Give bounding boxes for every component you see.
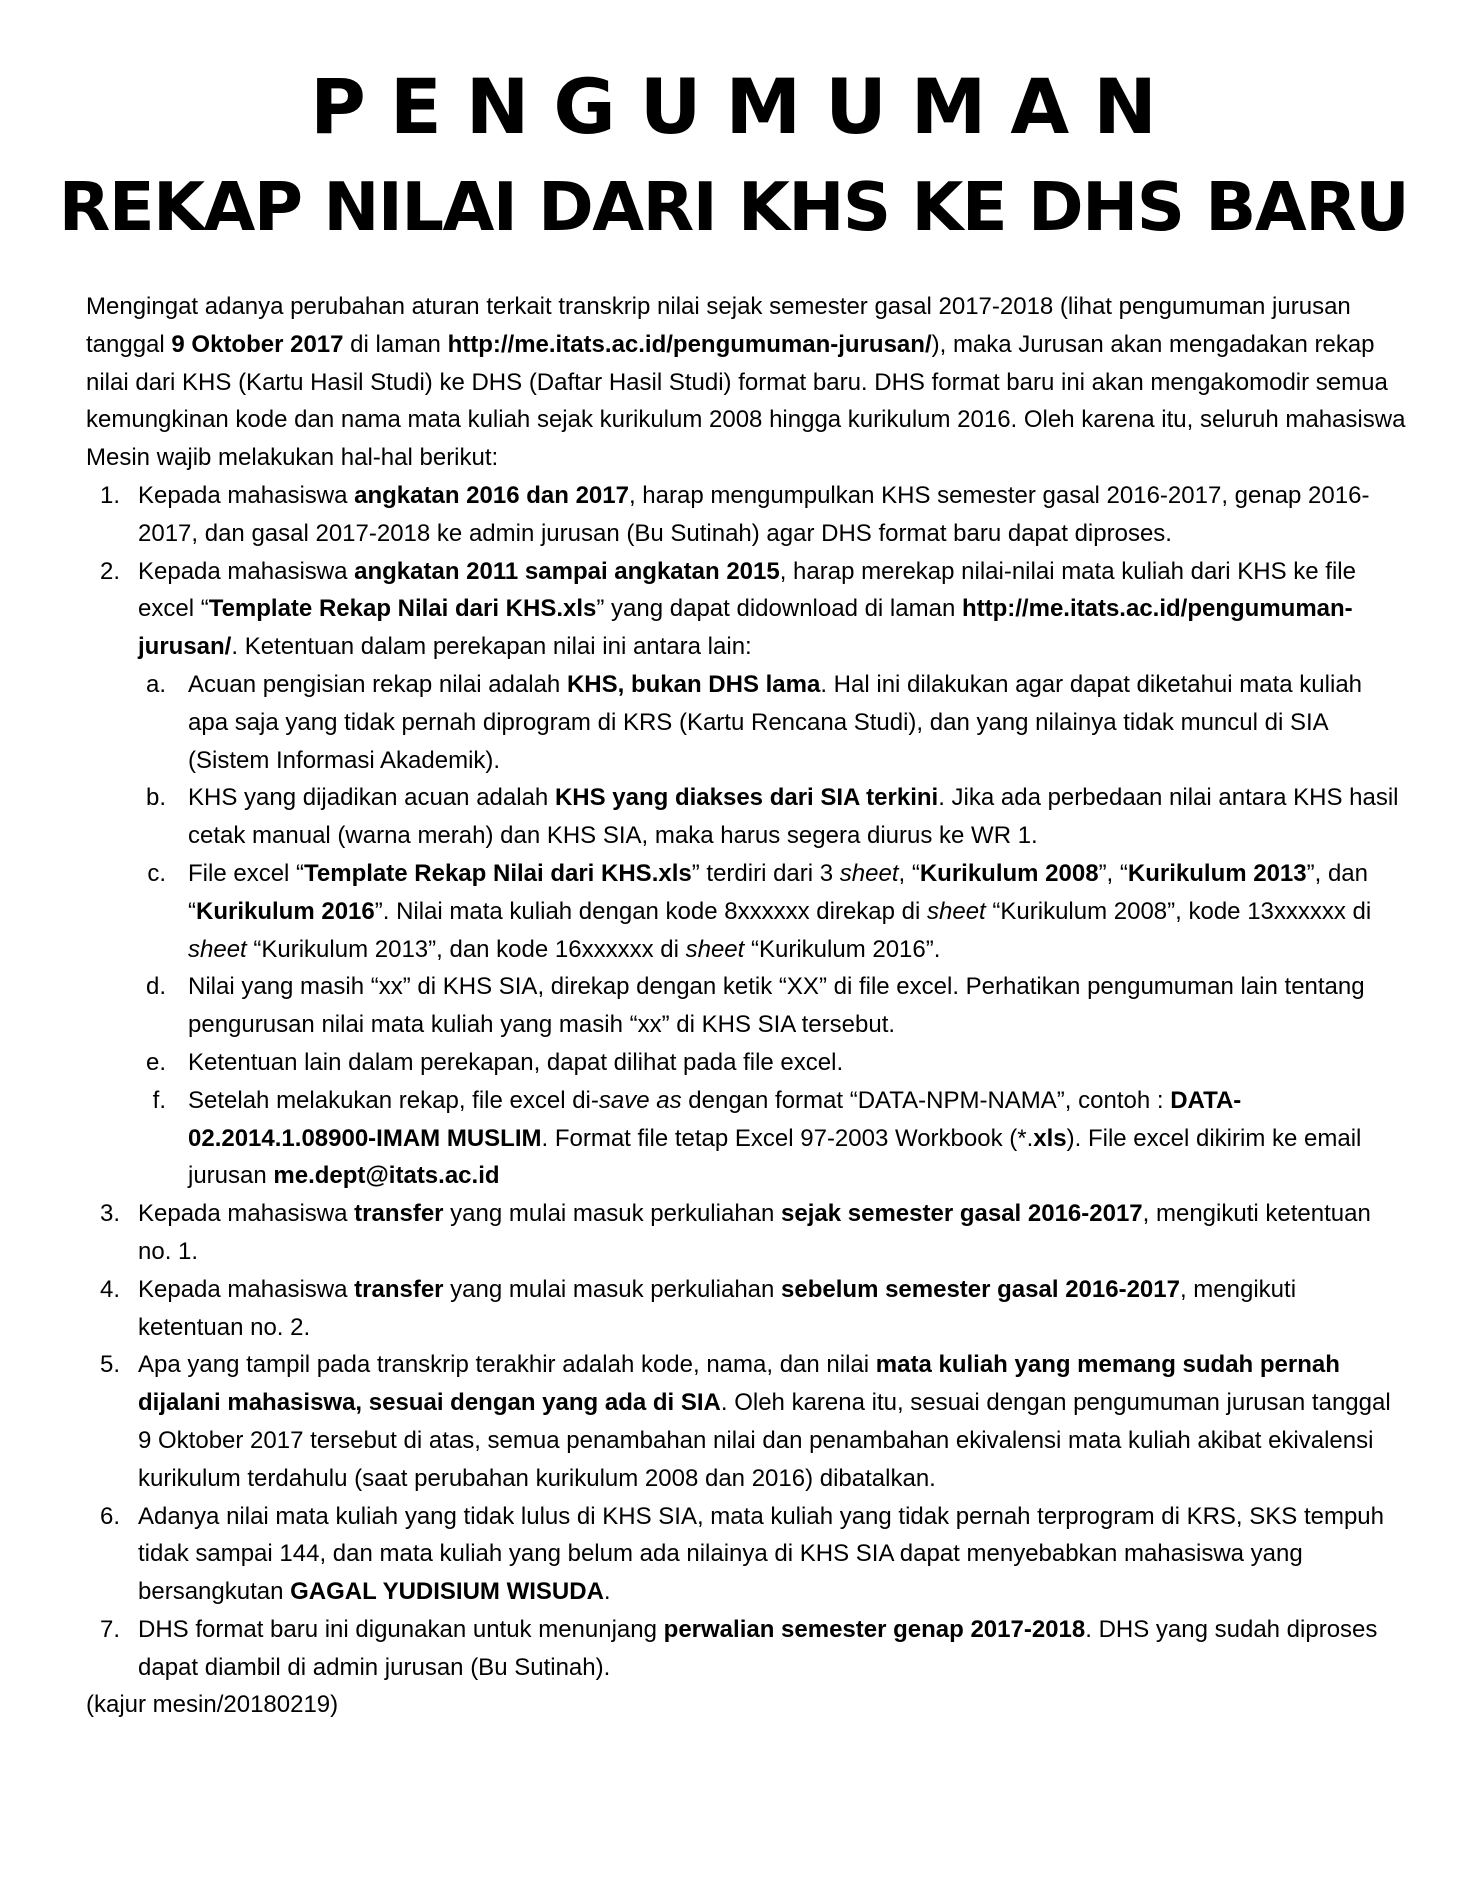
link-pengumuman-2: http://me.itats.ac.id/pengumuman-jurusan/ [138, 595, 1353, 661]
sub-item-a: a. Acuan pengisian rekap nilai adalah KHS, bukan DHS lama. Hal ini dilakukan agar dapat diketahui mata kuliah apa saja yang tidak pernah diprogram di KRS (Kartu Rencana Studi), dan yang nilainya tidak muncul di SIA (Sistem Informasi Akademik). [145, 670, 1363, 774]
list-item-4: 4. Kepada mahasiswa transfer yang mulai masuk perkuliahan sebelum semester gasal 2016-2017, mengikuti ketentuan no. 2. [99, 1275, 1297, 1341]
intro-paragraph: Mengingat adanya perubahan aturan terkait transkrip nilai sejak semester gasal 2017-2018 (lihat pengumuman jurusan tanggal 9 Oktober 2017 di laman http://me.itats.ac.id/pengumuman-jurusan/), maka Jurusan akan mengadakan rekap nilai dari KHS (Kartu Hasil Studi) ke DHS (Daftar Hasil Studi) format baru. DHS format baru ini akan mengakomodir semua kemungkinan kode dan nama mata kuliah sejak kurikulum 2008 hingga kurikulum 2016. Oleh karena itu, seluruh mahasiswa Mesin wajib melakukan hal-hal berikut: [86, 293, 1406, 472]
list-item-6: 6. Adanya nilai mata kuliah yang tidak lulus di KHS SIA, mata kuliah yang tidak pernah terprogram di KRS, SKS tempuh tidak sampai 144, dan mata kuliah yang belum ada nilainya di KHS SIA dapat menyebabkan mahasiswa yang bersangkutan GAGAL YUDISIUM WISUDA. [99, 1502, 1384, 1606]
announcement-heading: PENGUMUMAN [310, 62, 1181, 151]
announcement-body [86, 288, 1406, 1724]
link-pengumuman: http://me.itats.ac.id/pengumuman-jurusan/ [447, 330, 932, 358]
sub-item-c: c. File excel “Template Rekap Nilai dari KHS.xls” terdiri dari 3 sheet, “Kurikulum 2008”, “Kurikulum 2013”, dan “Kurikulum 2016”. Nilai mata kuliah dengan kode 8xxxxxx direkap di sheet “Kurikulum 2008”, kode 13xxxxxx di sheet “Kurikulum 2013”, dan kode 16xxxxxx di sheet “Kurikulum 2016”. [147, 859, 1372, 963]
email-address: me.dept@itats.ac.id [273, 1162, 500, 1190]
sub-item-f: f. Setelah melakukan rekap, file excel di-save as dengan format “DATA-NPM-NAMA”, contoh : DATA-02.2014.1.08900-IMAM MUSLIM. Format file tetap Excel 97-2003 Workbook (*.xls). File excel dikirim ke email jurusan me.dept@itats.ac.id [152, 1086, 1362, 1190]
signature-footer: (kajur mesin/20180219) [86, 1691, 339, 1719]
list-item-5: 5. Apa yang tampil pada transkrip terakhir adalah kode, nama, dan nilai mata kuliah yang memang sudah pernah dijalani mahasiswa, sesuai dengan yang ada di SIA. Oleh karena itu, sesuai dengan pengumuman jurusan tanggal 9 Oktober 2017 tersebut di atas, semua penambahan nilai dan penambahan ekivalensi mata kuliah akibat ekivalensi kurikulum terdahulu (saat perubahan kurikulum 2008 dan 2016) dibatalkan. [99, 1351, 1391, 1492]
sub-item-b: b. KHS yang dijadikan acuan adalah KHS yang diakses dari SIA terkini. Jika ada perbedaan nilai antara KHS hasil cetak manual (warna merah) dan KHS SIA, maka harus segera diurus ke WR 1. [145, 784, 1399, 850]
sub-item-d: d. Nilai yang masih “xx” di KHS SIA, direkap dengan ketik “XX” di file excel. Perhatikan pengumuman lain tentang pengurusan nilai mata kuliah yang masih “xx” di KHS SIA tersebut. [145, 973, 1365, 1039]
announcement-title: REKAP NILAI DARI KHS KE DHS BARU [58, 168, 1409, 246]
list-item-1: 1. Kepada mahasiswa angkatan 2016 dan 2017, harap mengumpulkan KHS semester gasal 2016-2017, genap 2016-2017, dan gasal 2017-2018 ke admin jurusan (Bu Sutinah) agar DHS format baru dapat diproses. [99, 481, 1370, 547]
list-item-3: 3. Kepada mahasiswa transfer yang mulai masuk perkuliahan sejak semester gasal 2016-2017, mengikuti ketentuan no. 1. [99, 1200, 1371, 1265]
list-item-7: 7. DHS format baru ini digunakan untuk menunjang perwalian semester genap 2017-2018. DHS yang sudah diproses dapat diambil di admin jurusan (Bu Sutinah). [99, 1615, 1378, 1681]
sub-item-e: e. Ketentuan lain dalam perekapan, dapat dilihat pada file excel. [145, 1048, 844, 1076]
list-item-2: 2. Kepada mahasiswa angkatan 2011 sampai angkatan 2015, harap merekap nilai-nilai mata kuliah dari KHS ke file excel “Template Rekap Nilai dari KHS.xls” yang dapat didownload di laman http://me.itats.ac.id/pengumuman-jurusan/. Ketentuan dalam perekapan nilai ini antara lain: [99, 557, 1356, 661]
